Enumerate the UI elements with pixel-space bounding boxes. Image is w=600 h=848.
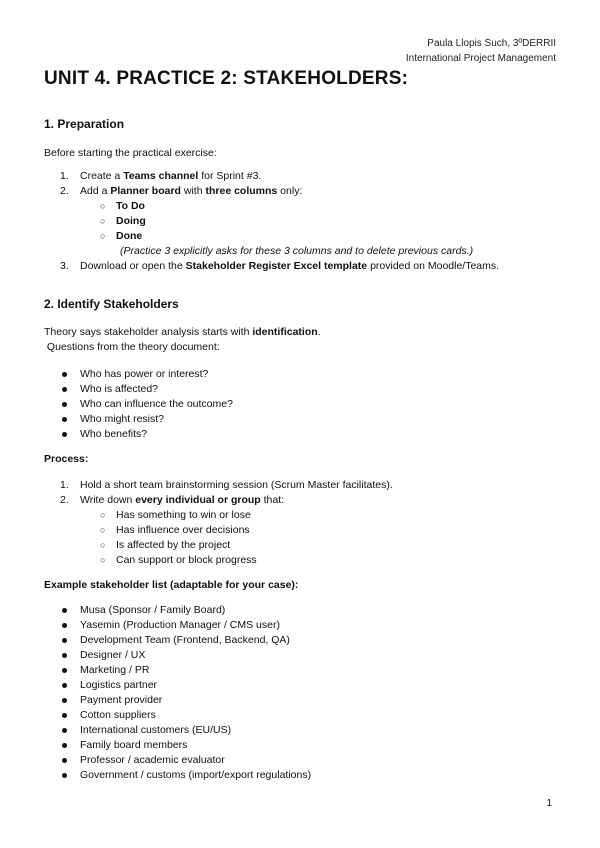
bullet-icon (62, 683, 67, 688)
bullet-icon (62, 372, 67, 377)
column-item-done: ○ Done (100, 230, 143, 242)
theory-paragraph: Theory says stakeholder analysis starts with identification. Questions from the theory document: (44, 326, 321, 353)
list-item: Government / customs (import/export regulations) (60, 768, 311, 783)
process-step-1: 1. Hold a short team brainstorming session (Scrum Master facilitates). (60, 479, 393, 491)
circle-bullet-icon: ○ (100, 201, 106, 211)
practice-note: (Practice 3 explicitly asks for these 3 columns and to delete previous cards.) (120, 245, 474, 257)
bullet-icon (62, 743, 67, 748)
questions-intro: Questions from the theory document: (44, 341, 220, 353)
bullet-icon (62, 417, 67, 422)
bullet-icon (62, 653, 67, 658)
list-item: Designer / UX (60, 648, 311, 663)
circle-bullet-icon: ○ (100, 216, 106, 226)
column-item-todo: ○ To Do (100, 200, 145, 212)
bullet-icon (62, 432, 67, 437)
page-header (406, 36, 556, 66)
list-item: Payment provider (60, 693, 311, 708)
process-list (60, 478, 393, 568)
bullet-icon (62, 713, 67, 718)
list-item: Cotton suppliers (60, 708, 311, 723)
author-line: Paula Llopis Such, 3ºDERRII (427, 38, 556, 49)
criteria-item: ○ Can support or block progress (100, 554, 257, 566)
criteria-item: ○ Is affected by the project (100, 539, 231, 551)
document-title: UNIT 4. PRACTICE 2: STAKEHOLDERS: (44, 68, 409, 89)
list-item: Musa (Sponsor / Family Board) (60, 603, 311, 618)
list-item: Who benefits? (60, 427, 233, 442)
column-item-doing: ○ Doing (100, 215, 146, 227)
list-item: International customers (EU/US) (60, 723, 311, 738)
prep-item-3: 3. Download or open the Stakeholder Register Excel template provided on Moodle/Teams. (60, 260, 500, 272)
circle-bullet-icon: ○ (100, 540, 106, 550)
list-item: Marketing / PR (60, 663, 311, 678)
list-item: Who has power or interest? (60, 367, 233, 382)
section2-heading: 2. Identify Stakeholders (44, 297, 179, 311)
bullet-icon (62, 728, 67, 733)
section1-heading: 1. Preparation (44, 117, 125, 131)
list-item: Development Team (Frontend, Backend, QA) (60, 633, 311, 648)
bullet-icon (62, 638, 67, 643)
criteria-item: ○ Has influence over decisions (100, 524, 250, 536)
process-label: Process: (44, 453, 89, 465)
list-item: Who can influence the outcome? (60, 397, 233, 412)
bullet-icon (62, 387, 67, 392)
bullet-icon (62, 698, 67, 703)
list-item: Professor / academic evaluator (60, 753, 311, 768)
prep-item-2: 2. Add a Planner board with three columns only: (60, 185, 303, 197)
bullet-icon (62, 608, 67, 613)
bullet-icon (62, 773, 67, 778)
list-item: Yasemin (Production Manager / CMS user) (60, 618, 311, 633)
questions-list (60, 367, 233, 442)
bullet-icon (62, 623, 67, 628)
list-item: Family board members (60, 738, 311, 753)
stakeholder-list (60, 603, 311, 783)
list-item: Logistics partner (60, 678, 311, 693)
circle-bullet-icon: ○ (100, 231, 106, 241)
preparation-list (60, 169, 499, 274)
circle-bullet-icon: ○ (100, 510, 106, 520)
example-label: Example stakeholder list (adaptable for your case): (44, 579, 299, 591)
prep-item-1: 1. Create a Teams channel for Sprint #3. (60, 170, 262, 182)
bullet-icon (62, 668, 67, 673)
process-step-2: 2. Write down every individual or group that: (60, 494, 285, 506)
list-item: Who is affected? (60, 382, 233, 397)
page-number: 1 (546, 798, 552, 809)
section1-intro: Before starting the practical exercise: (44, 147, 217, 159)
course-line: International Project Management (405, 53, 556, 64)
bullet-icon (62, 758, 67, 763)
criteria-item: ○ Has something to win or lose (100, 509, 251, 521)
bullet-icon (62, 402, 67, 407)
list-item: Who might resist? (60, 412, 233, 427)
circle-bullet-icon: ○ (100, 555, 106, 565)
circle-bullet-icon: ○ (100, 525, 106, 535)
